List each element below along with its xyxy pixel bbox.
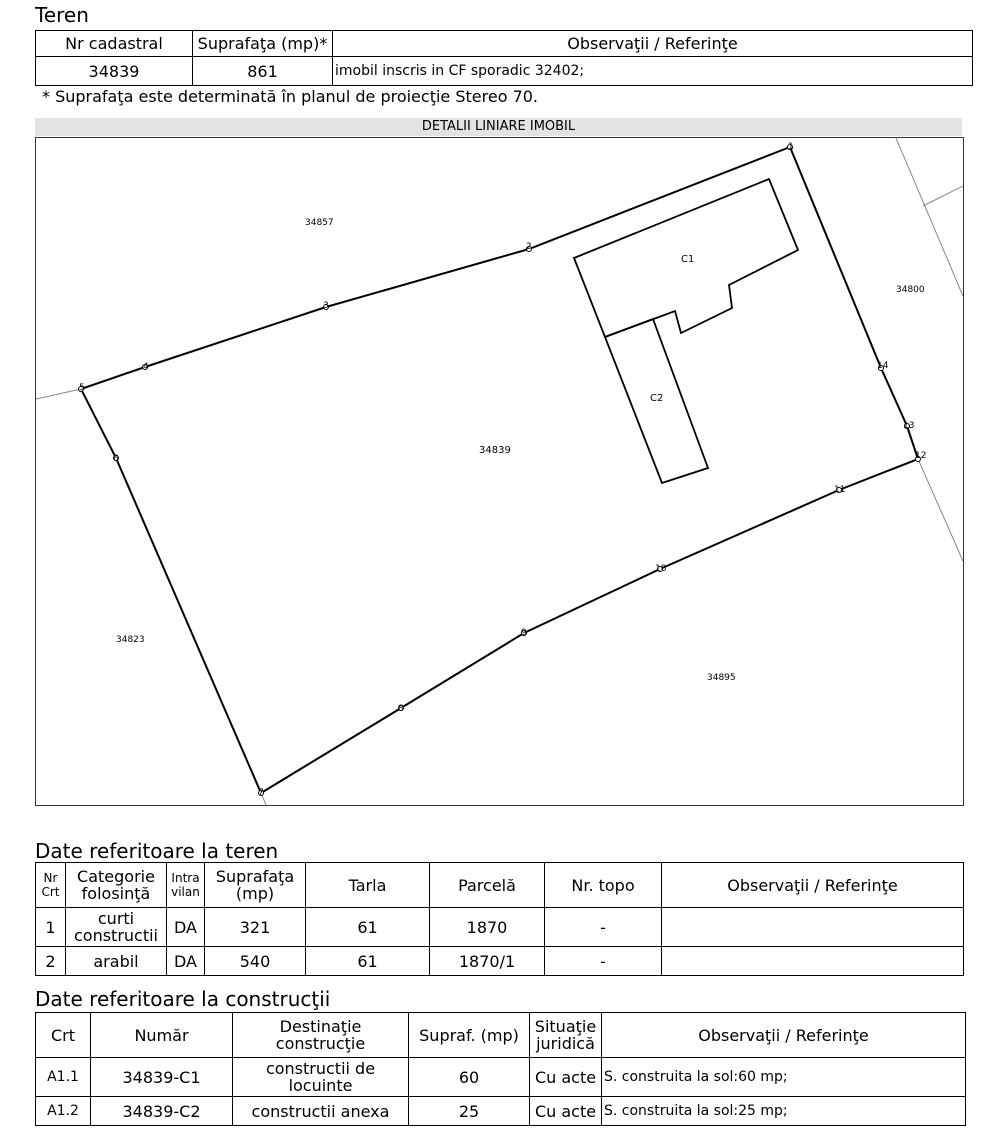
parcel-label: 34895 (707, 673, 736, 683)
cell-observatii: S. construita la sol:25 mp; (602, 1097, 966, 1126)
cell-suprafata: 540 (205, 947, 306, 976)
table-row (36, 908, 964, 947)
header-parcela: Parcelă (430, 863, 545, 908)
cell-parcela: 1870 (430, 908, 545, 947)
parcel-labels (116, 218, 925, 683)
header-observatii: Observaţii / Referinţe (333, 31, 973, 57)
header-tarla: Tarla (306, 863, 430, 908)
cell-observatii (662, 908, 964, 947)
cell-nr-crt: 2 (36, 947, 66, 976)
teren-details-header-row (36, 863, 964, 908)
cell-destinatie: constructii anexa (233, 1097, 409, 1126)
neighbour-line (923, 186, 963, 206)
map-header: DETALII LINIARE IMOBIL (35, 118, 962, 136)
constructii-header-row (36, 1013, 966, 1058)
cell-destinatie: constructii de locuinte (233, 1058, 409, 1097)
vertex-label: 3 (323, 301, 329, 311)
vertex-label: 7 (258, 788, 264, 798)
cell-observatii: imobil inscris in CF sporadic 32402; (333, 57, 973, 86)
section-title-constructii: Date referitoare la construcţii (35, 987, 331, 1011)
cell-situatie: Cu acte (530, 1058, 602, 1097)
header-supraf: Supraf. (mp) (409, 1013, 530, 1058)
parcel-label: 34823 (116, 635, 145, 645)
vertex-label: 4 (143, 362, 149, 372)
cell-numar: 34839-C2 (91, 1097, 233, 1126)
cell-tarla: 61 (306, 908, 430, 947)
parcel-boundary (81, 147, 918, 793)
vertex-label: 9 (521, 628, 527, 638)
header-observatii: Observaţii / Referinţe (602, 1013, 966, 1058)
header-nr-crt: Nr Crt (36, 863, 66, 908)
neighbour-lines (36, 138, 963, 805)
vertex-label: 6 (113, 454, 119, 464)
header-crt: Crt (36, 1013, 91, 1058)
neighbour-line (918, 459, 963, 561)
vertex-label: 11 (834, 485, 846, 495)
parcel-label: 34800 (896, 285, 925, 295)
teren-header-row (36, 31, 973, 57)
cell-supraf: 25 (409, 1097, 530, 1126)
table-row (36, 1058, 966, 1097)
vertex-label: 5 (79, 383, 85, 393)
building-label-c1: C1 (681, 254, 695, 265)
parcel-map (35, 137, 964, 806)
teren-details-table (35, 862, 964, 976)
cell-suprafata: 321 (205, 908, 306, 947)
table-row (36, 1097, 966, 1126)
footnote: * Suprafaţa este determinată în planul de proiecţie Stereo 70. (42, 87, 539, 106)
neighbour-line (896, 138, 963, 296)
constructii-table (35, 1012, 966, 1126)
vertex-label: 13 (903, 421, 915, 431)
cell-tarla: 61 (306, 947, 430, 976)
cell-supraf: 60 (409, 1058, 530, 1097)
cell-intra-vilan: DA (167, 947, 205, 976)
cell-nr-topo: - (545, 908, 662, 947)
parcel-map-svg (36, 138, 963, 805)
cell-intra-vilan: DA (167, 908, 205, 947)
cell-numar: 34839-C1 (91, 1058, 233, 1097)
vertex-label: 2 (526, 242, 532, 252)
table-row (36, 947, 964, 976)
vertex-label: 14 (877, 361, 889, 371)
parcel-label: 34857 (305, 218, 334, 228)
cell-crt: A1.1 (36, 1058, 91, 1097)
cell-observatii (662, 947, 964, 976)
cell-categorie: curti constructii (66, 908, 167, 947)
cell-situatie: Cu acte (530, 1097, 602, 1126)
vertex-labels (79, 142, 926, 798)
cell-suprafata: 861 (193, 57, 333, 86)
header-suprafata: Suprafaţa (mp) (205, 863, 306, 908)
cell-nr-cadastral: 34839 (36, 57, 193, 86)
header-observatii: Observaţii / Referinţe (662, 863, 964, 908)
header-intra-vilan: Intra vilan (167, 863, 205, 908)
header-numar: Număr (91, 1013, 233, 1058)
vertex-label: 1 (788, 142, 794, 152)
header-categorie: Categorie folosinţă (66, 863, 167, 908)
vertex-label: 12 (915, 451, 927, 461)
header-nr-cadastral: Nr cadastral (36, 31, 193, 57)
neighbour-line (36, 389, 81, 399)
section-title-teren-details: Date referitoare la teren (35, 839, 279, 863)
cell-nr-topo: - (545, 947, 662, 976)
vertex-label: 8 (398, 704, 404, 714)
header-destinatie: Destinaţie construcţie (233, 1013, 409, 1058)
header-suprafata: Suprafaţa (mp)* (193, 31, 333, 57)
vertex-label: 10 (655, 564, 667, 574)
cell-nr-crt: 1 (36, 908, 66, 947)
parcel-label-main: 34839 (479, 445, 511, 456)
header-situatie: Situaţie juridică (530, 1013, 602, 1058)
cell-parcela: 1870/1 (430, 947, 545, 976)
teren-table (35, 30, 973, 86)
table-row (36, 57, 973, 86)
cell-observatii: S. construita la sol:60 mp; (602, 1058, 966, 1097)
cell-categorie: arabil (66, 947, 167, 976)
cell-crt: A1.2 (36, 1097, 91, 1126)
section-title-teren: Teren (35, 3, 89, 27)
header-nr-topo: Nr. topo (545, 863, 662, 908)
building-label-c2: C2 (650, 393, 664, 404)
